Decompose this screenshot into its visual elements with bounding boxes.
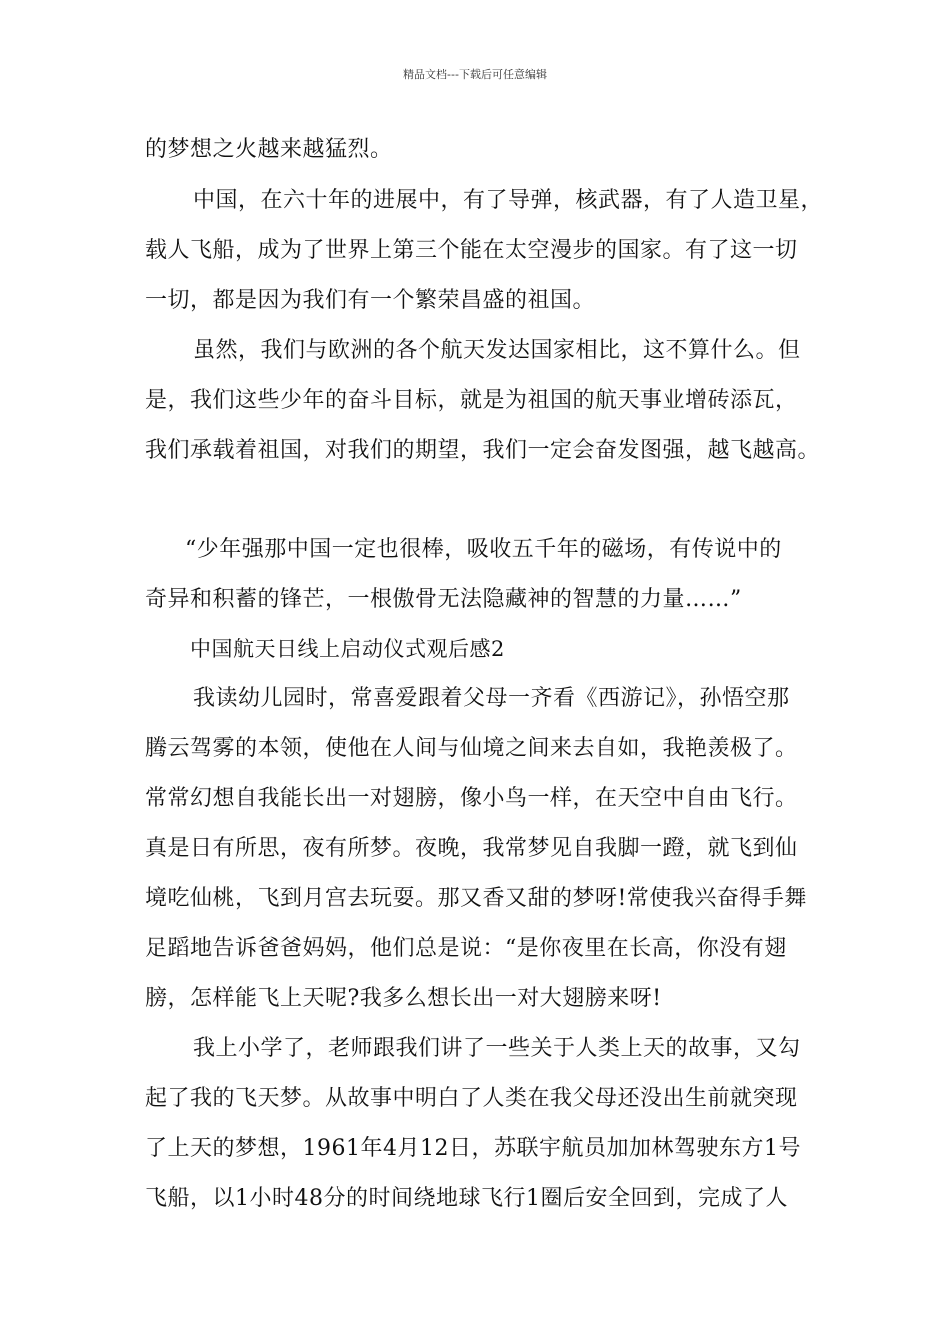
paragraph-line: 常常幻想自我能长出一对翅膀，像小鸟一样，在天空中自由飞行。 — [145, 786, 798, 811]
quote-line: “少年强那中国一定也很棒，吸收五千年的磁场，有传说中的 — [185, 537, 782, 562]
paragraph-line: 虽然，我们与欧洲的各个航天发达国家相比，这不算什么。但 — [193, 338, 801, 363]
paragraph-line: 是，我们这些少年的奋斗目标，就是为祖国的航天事业增砖添瓦， — [145, 388, 798, 413]
page-header: 精品文档---下载后可任意编辑 — [403, 68, 547, 81]
paragraph-line: 一切，都是因为我们有一个繁荣昌盛的祖国。 — [145, 288, 596, 313]
paragraph-line: 起了我的飞天梦。从故事中明白了人类在我父母还没出生前就突现 — [145, 1086, 798, 1111]
paragraph-line: 了上天的梦想，1961年4月12日，苏联宇航员加加林驾驶东方1号 — [145, 1136, 801, 1161]
paragraph-line: 真是日有所思，夜有所梦。夜晚，我常梦见自我脚一蹬，就飞到仙 — [145, 836, 798, 861]
paragraph-line: 足蹈地告诉爸爸妈妈，他们总是说：“是你夜里在长高，你没有翅 — [145, 936, 787, 961]
paragraph-line: 境吃仙桃，飞到月宫去玩耍。那又香又甜的梦呀!常使我兴奋得手舞 — [145, 886, 807, 911]
paragraph-line: 我读幼儿园时，常喜爱跟着父母一齐看《西游记》，孙悟空那 — [193, 686, 790, 711]
paragraph-line: 腾云驾雾的本领，使他在人间与仙境之间来去自如，我艳羡极了。 — [145, 736, 798, 761]
section-title: 中国航天日线上启动仪式观后感2 — [190, 637, 505, 661]
quote-line: 奇异和积蓄的锋芒，一根傲骨无法隐藏神的智慧的力量……” — [145, 587, 742, 612]
paragraph-line: 飞船，以1小时48分的时间绕地球飞行1圈后安全回到，完成了人 — [145, 1186, 788, 1211]
paragraph-line: 膀，怎样能飞上天呢?我多么想长出一对大翅膀来呀! — [145, 986, 662, 1011]
paragraph-line: 我们承载着祖国，对我们的期望，我们一定会奋发图强，越飞越高。 — [145, 438, 821, 463]
paragraph-line: 的梦想之火越来越猛烈。 — [145, 137, 393, 162]
paragraph-line: 我上小学了，老师跟我们讲了一些关于人类上天的故事，又勾 — [193, 1036, 801, 1061]
paragraph-line: 中国，在六十年的进展中，有了导弹，核武器，有了人造卫星， — [193, 188, 824, 213]
paragraph-line: 载人飞船，成为了世界上第三个能在太空漫步的国家。有了这一切 — [145, 238, 798, 263]
